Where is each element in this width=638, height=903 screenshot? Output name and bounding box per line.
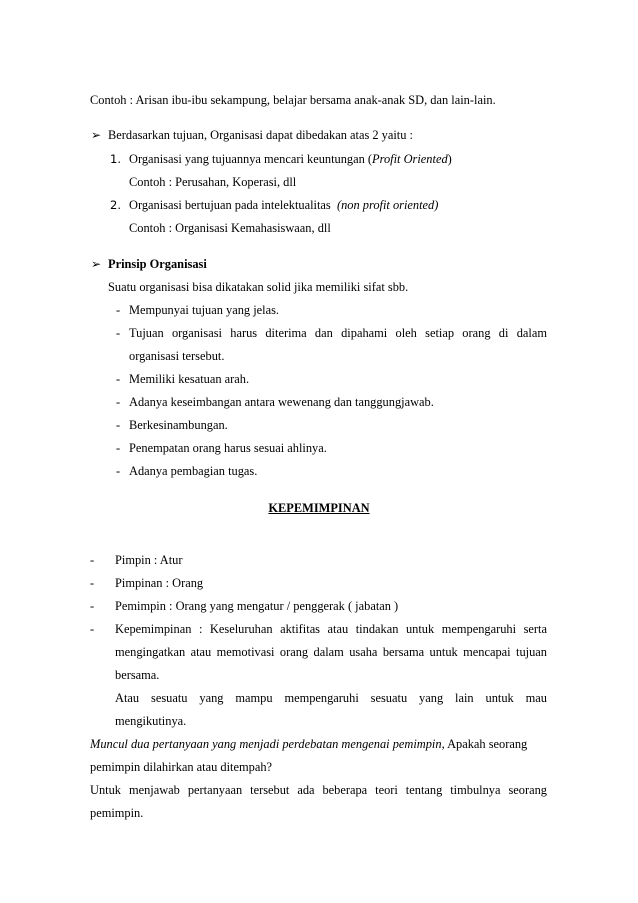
kepemimpinan-item-continued: Atau sesuatu yang mampu mempengaruhi sesuatu yang lain untuk mau bbox=[115, 691, 547, 705]
tujuan-heading: Berdasarkan tujuan, Organisasi dapat dibedakan atas 2 yaitu : bbox=[108, 128, 413, 142]
dash-marker: - bbox=[116, 395, 121, 409]
answer-paragraph-continued: pemimpin. bbox=[90, 806, 144, 820]
kepemimpinan-item-continued: mengikutinya. bbox=[115, 714, 187, 728]
kepemimpinan-item: Pemimpin : Orang yang mengatur / penggerak ( jabatan ) bbox=[115, 599, 399, 613]
dash-marker: - bbox=[90, 599, 95, 613]
kepemimpinan-item: Pimpin : Atur bbox=[115, 553, 183, 567]
dash-marker: - bbox=[116, 464, 121, 478]
answer-paragraph: Untuk menjawab pertanyaan tersebut ada beberapa teori tentang timbulnya seorang bbox=[90, 783, 547, 797]
prinsip-item: Adanya pembagian tugas. bbox=[129, 464, 258, 478]
tujuan-item-2-number: 2. bbox=[110, 198, 121, 212]
prinsip-item: Penempatan orang harus sesuai ahlinya. bbox=[129, 441, 327, 455]
dash-marker: - bbox=[116, 418, 121, 432]
kepemimpinan-item: Pimpinan : Orang bbox=[115, 576, 204, 590]
question-paragraph: Muncul dua pertanyaan yang menjadi perdebatan mengenai pemimpin, Apakah seorang bbox=[90, 737, 528, 751]
bullet-arrow-icon: ➢ bbox=[91, 128, 102, 142]
tujuan-item-1-example: Contoh : Perusahan, Koperasi, dll bbox=[129, 175, 297, 189]
dash-marker: - bbox=[90, 553, 95, 567]
kepemimpinan-item-continued: mengingatkan atau memotivasi orang dalam usaha bersama untuk mencapai tujuan bbox=[115, 645, 547, 659]
example-line: Contoh : Arisan ibu-ibu sekampung, belajar bersama anak-anak SD, dan lain-lain. bbox=[90, 93, 496, 107]
section-title-kepemimpinan: KEPEMIMPINAN bbox=[268, 501, 370, 515]
dash-marker: - bbox=[116, 441, 121, 455]
tujuan-item-1-number: 1. bbox=[110, 152, 121, 166]
prinsip-item: Berkesinambungan. bbox=[129, 418, 228, 432]
bullet-arrow-icon: ➢ bbox=[91, 257, 102, 271]
prinsip-item: Adanya keseimbangan antara wewenang dan tanggungjawab. bbox=[129, 395, 434, 409]
prinsip-intro: Suatu organisasi bisa dikatakan solid jika memiliki sifat sbb. bbox=[108, 280, 409, 294]
dash-marker: - bbox=[90, 576, 95, 590]
prinsip-item: Memiliki kesatuan arah. bbox=[129, 372, 250, 386]
dash-marker: - bbox=[116, 303, 121, 317]
prinsip-heading: Prinsip Organisasi bbox=[108, 257, 207, 271]
tujuan-item-2-example: Contoh : Organisasi Kemahasiswaan, dll bbox=[129, 221, 331, 235]
dash-marker: - bbox=[90, 622, 95, 636]
prinsip-item-continued: organisasi tersebut. bbox=[129, 349, 225, 363]
prinsip-item: Mempunyai tujuan yang jelas. bbox=[129, 303, 280, 317]
tujuan-item-1: Organisasi yang tujuannya mencari keuntungan (Profit Oriented) bbox=[129, 152, 452, 166]
kepemimpinan-item: Kepemimpinan : Keseluruhan aktifitas atau tindakan untuk mempengaruhi serta bbox=[115, 622, 547, 636]
tujuan-item-2: Organisasi bertujuan pada intelektualitas (non profit oriented) bbox=[129, 198, 439, 212]
dash-marker: - bbox=[116, 326, 121, 340]
kepemimpinan-item-continued: bersama. bbox=[115, 668, 160, 682]
prinsip-item: Tujuan organisasi harus diterima dan dipahami oleh setiap orang di dalam bbox=[129, 326, 547, 340]
question-paragraph-continued: pemimpin dilahirkan atau ditempah? bbox=[90, 760, 273, 774]
dash-marker: - bbox=[116, 372, 121, 386]
